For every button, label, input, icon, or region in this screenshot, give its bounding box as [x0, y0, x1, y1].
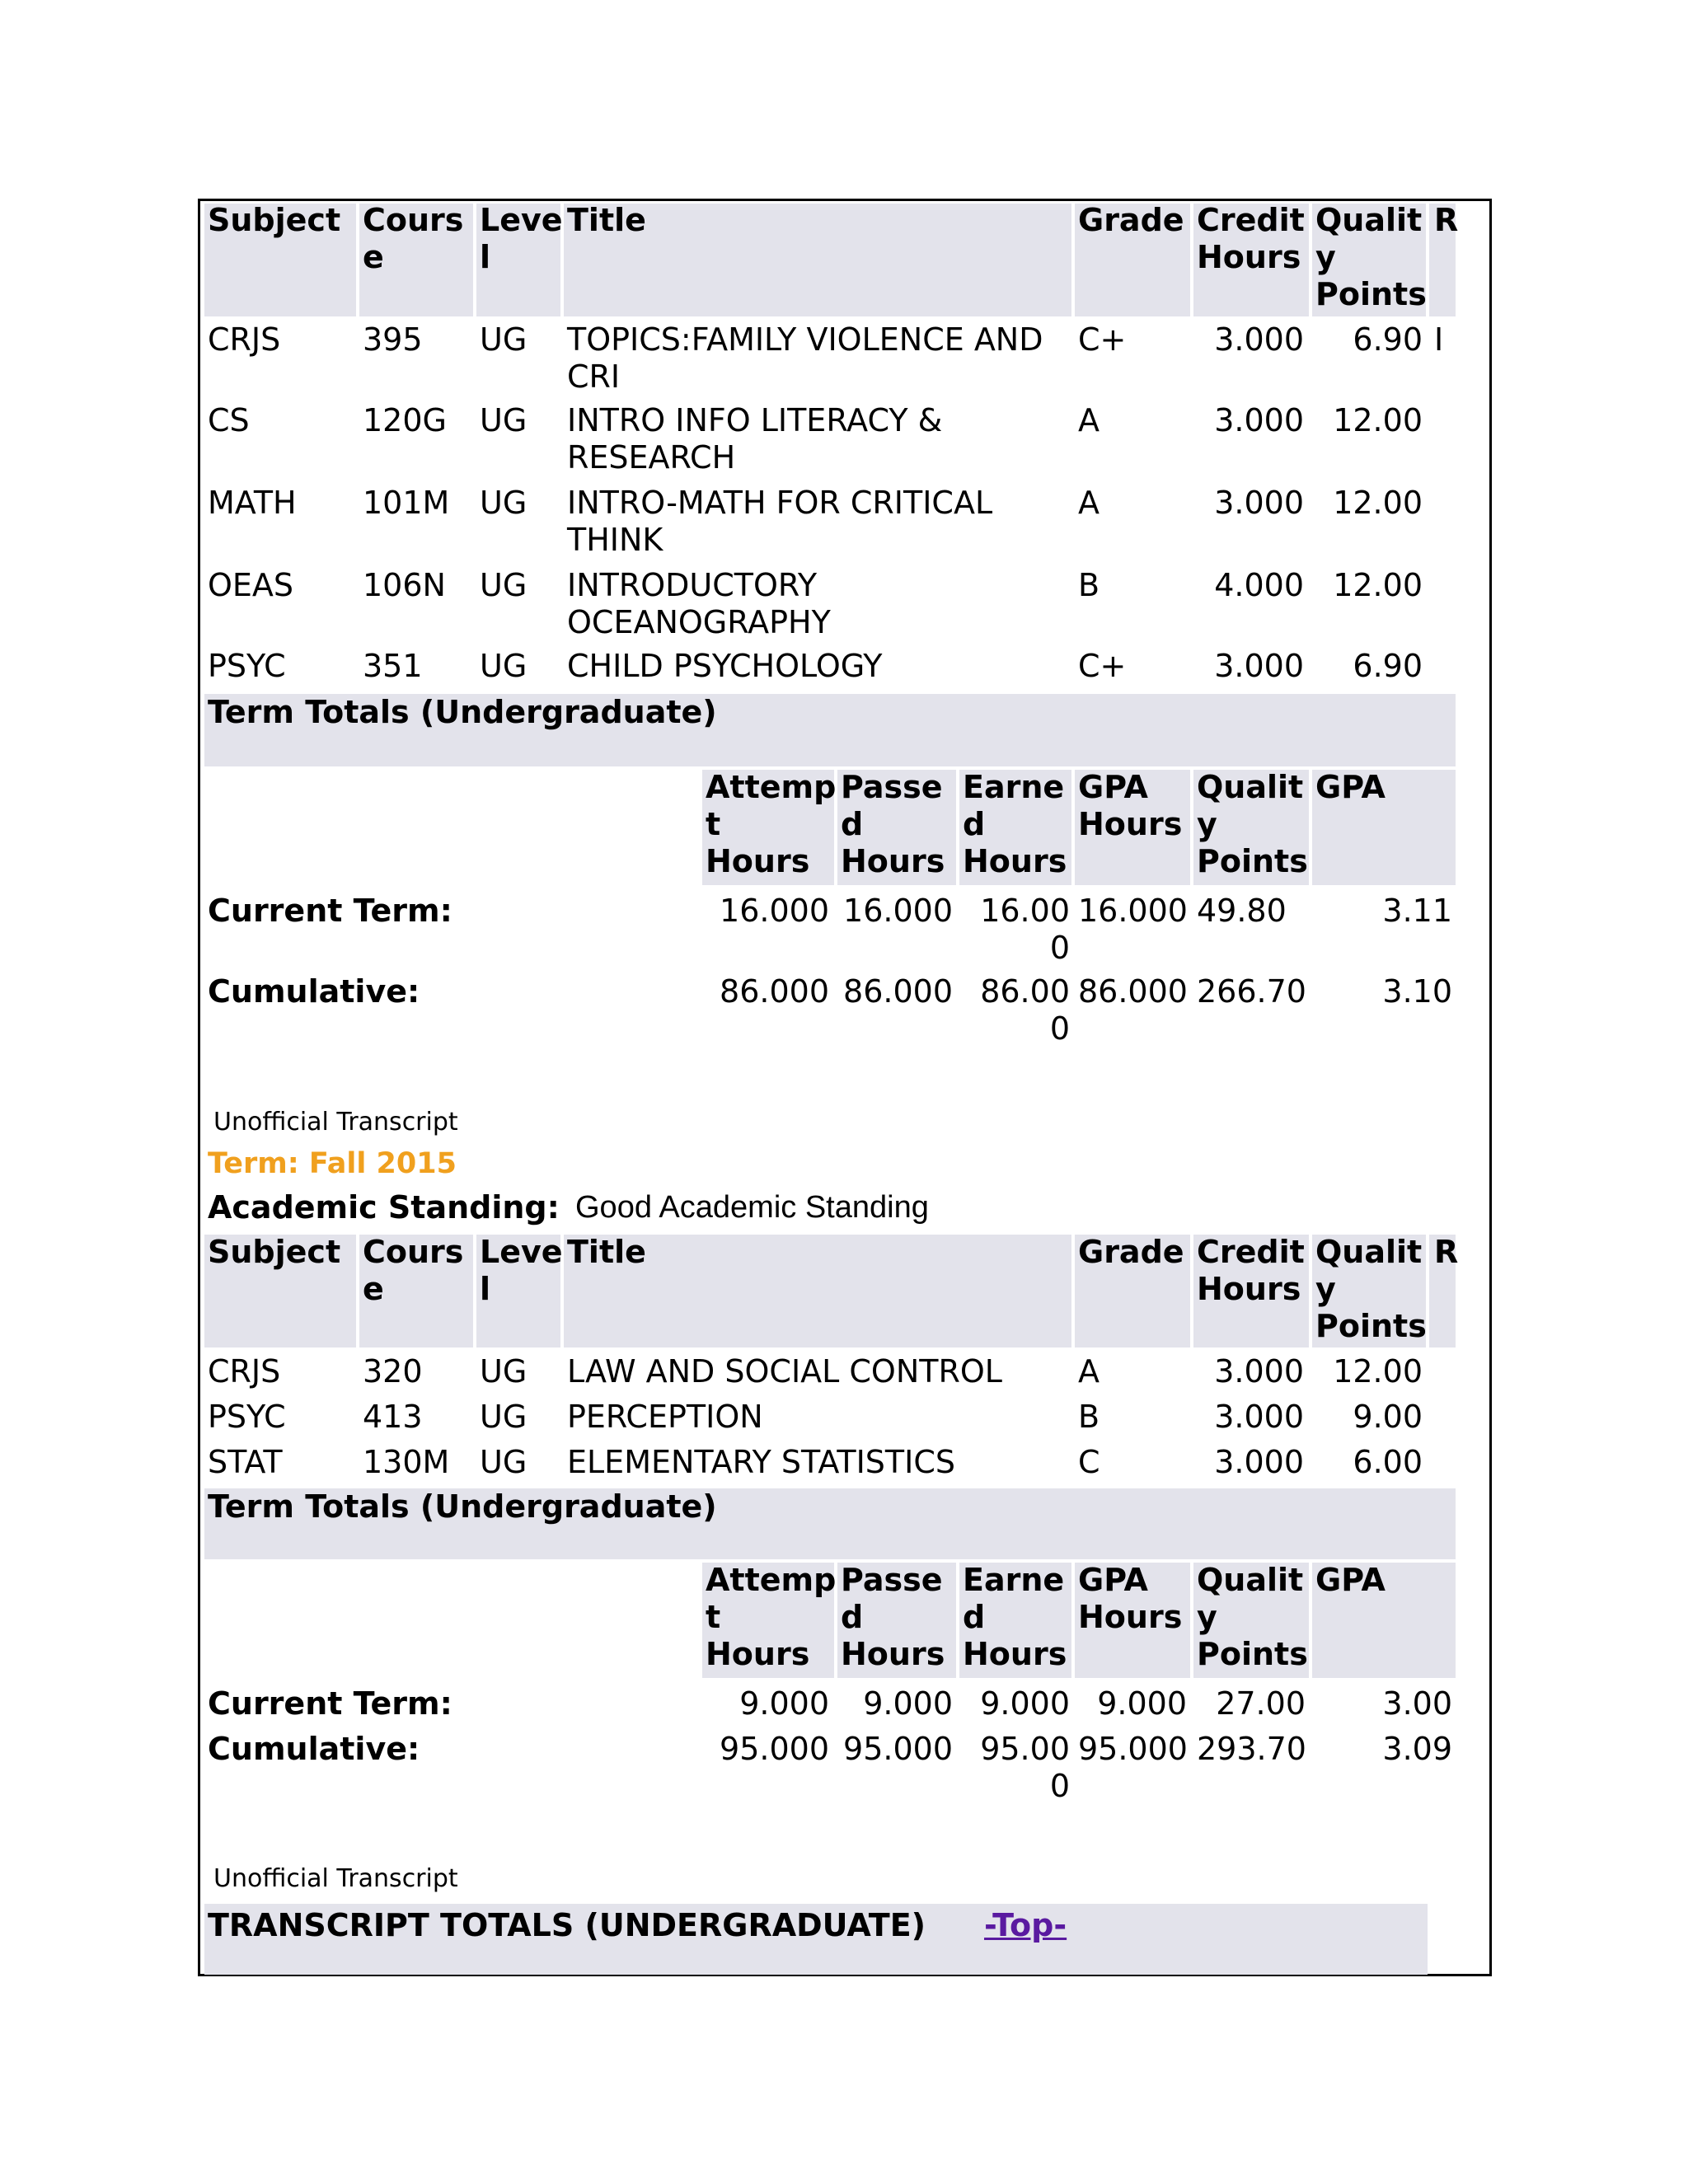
earned-value: 95.00 — [980, 1731, 1070, 1767]
title-cell: TOPICS:FAMILY VIOLENCE AND — [567, 321, 1043, 358]
col-gpa-hours-wrap: Hours — [1078, 1599, 1183, 1635]
earned-value: 9.000 — [980, 1685, 1070, 1722]
course-cell: 101M — [363, 485, 450, 521]
col-course: Cours — [363, 202, 464, 238]
level-cell: UG — [480, 321, 528, 358]
cumulative-label: Cumulative: — [208, 973, 420, 1010]
credit-cell: 3.000 — [1214, 1444, 1304, 1480]
earned-value-wrap: 0 — [1049, 1010, 1070, 1047]
level-cell: UG — [480, 402, 528, 438]
grade-cell: A — [1078, 1353, 1100, 1390]
level-cell: UG — [480, 567, 528, 603]
col-credit-wrap: Hours — [1197, 239, 1301, 275]
course-cell: 120G — [363, 402, 447, 438]
grade-cell: A — [1078, 485, 1100, 521]
points-cell: 6.00 — [1353, 1444, 1423, 1480]
col-r: R — [1434, 202, 1459, 238]
col-quality-wrap2: Points — [1315, 1308, 1427, 1344]
course-cell: 106N — [363, 567, 446, 603]
quality-points-value: 49.80 — [1197, 893, 1287, 929]
unofficial-transcript-note: Unofficial Transcript — [213, 1108, 458, 1137]
subject-cell: PSYC — [208, 1399, 286, 1435]
unofficial-transcript-note: Unofficial Transcript — [213, 1864, 458, 1893]
col-subject: Subject — [208, 1234, 341, 1270]
subject-cell: MATH — [208, 485, 297, 521]
earned-value: 86.00 — [980, 973, 1070, 1010]
passed-value: 9.000 — [863, 1685, 953, 1722]
col-attempt-wrap2: Hours — [706, 1636, 810, 1672]
col-quality-points: Qualit — [1197, 769, 1304, 805]
col-gpa: GPA — [1315, 1562, 1386, 1598]
col-title: Title — [567, 1234, 646, 1270]
grade-cell: A — [1078, 402, 1100, 438]
points-cell: 12.00 — [1333, 402, 1423, 438]
cumulative-label: Cumulative: — [208, 1731, 420, 1767]
col-level-wrap: l — [480, 239, 491, 275]
col-quality-points-wrap: y — [1197, 806, 1217, 842]
current-term-label: Current Term: — [208, 1685, 452, 1722]
gpa-value: 3.11 — [1382, 893, 1452, 929]
points-cell: 6.90 — [1353, 321, 1423, 358]
col-passed-wrap: d — [841, 1599, 864, 1635]
col-gpa-hours: GPA — [1078, 1562, 1148, 1598]
current-term-label: Current Term: — [208, 893, 452, 929]
grade-cell: B — [1078, 567, 1100, 603]
col-quality-points-wrap2: Points — [1197, 1636, 1308, 1672]
gpa-value: 3.09 — [1382, 1731, 1452, 1767]
quality-points-value: 266.70 — [1197, 973, 1306, 1010]
col-grade: Grade — [1078, 202, 1184, 238]
title-cell: PERCEPTION — [567, 1399, 763, 1435]
col-quality-points-wrap2: Points — [1197, 843, 1308, 879]
attempt-value: 95.000 — [720, 1731, 829, 1767]
grade-cell: C+ — [1078, 648, 1127, 684]
academic-standing-value: Good Academic Standing — [575, 1190, 929, 1225]
col-earned-wrap2: Hours — [963, 843, 1067, 879]
level-cell: UG — [480, 1444, 528, 1480]
col-attempt-wrap: t — [706, 806, 721, 842]
credit-cell: 3.000 — [1214, 402, 1304, 438]
col-course-wrap: e — [363, 1271, 384, 1307]
gpa-hours-value: 9.000 — [1097, 1685, 1187, 1722]
col-attempt-wrap2: Hours — [706, 843, 810, 879]
passed-value: 86.000 — [843, 973, 953, 1010]
gpa-value: 3.00 — [1382, 1685, 1452, 1722]
col-earned: Earne — [963, 769, 1065, 805]
credit-cell: 3.000 — [1214, 1399, 1304, 1435]
grade-cell: C — [1078, 1444, 1100, 1480]
points-cell: 12.00 — [1333, 567, 1423, 603]
gpa-hours-value: 16.000 — [1078, 893, 1188, 929]
quality-points-value: 27.00 — [1216, 1685, 1306, 1722]
passed-value: 95.000 — [843, 1731, 953, 1767]
level-cell: UG — [480, 1399, 528, 1435]
subject-cell: PSYC — [208, 648, 286, 684]
col-gpa: GPA — [1315, 769, 1386, 805]
course-cell: 413 — [363, 1399, 423, 1435]
title-cell: INTRO INFO LITERACY & — [567, 402, 943, 438]
col-earned: Earne — [963, 1562, 1065, 1598]
level-cell: UG — [480, 1353, 528, 1390]
col-level-wrap: l — [480, 1271, 491, 1307]
col-quality-wrap: y — [1315, 239, 1336, 275]
transcript-totals-label: TRANSCRIPT TOTALS (UNDERGRADUATE) — [208, 1907, 926, 1943]
earned-value-wrap: 0 — [1049, 930, 1070, 966]
title-cell-wrap: OCEANOGRAPHY — [567, 604, 831, 640]
col-quality: Qualit — [1315, 1234, 1423, 1270]
col-credit: Credit — [1197, 202, 1305, 238]
passed-value: 16.000 — [843, 893, 953, 929]
col-passed-wrap2: Hours — [841, 843, 945, 879]
term-totals-label: Term Totals (Undergraduate) — [208, 1488, 717, 1525]
subject-cell: CS — [208, 402, 250, 438]
col-quality-points-wrap: y — [1197, 1599, 1217, 1635]
title-cell-wrap: THINK — [567, 522, 663, 558]
col-course: Cours — [363, 1234, 464, 1270]
grade-cell: C+ — [1078, 321, 1127, 358]
col-grade: Grade — [1078, 1234, 1184, 1270]
col-title: Title — [567, 202, 646, 238]
course-cell: 395 — [363, 321, 423, 358]
col-quality: Qualit — [1315, 202, 1423, 238]
subject-cell: OEAS — [208, 567, 294, 603]
term-totals-label: Term Totals (Undergraduate) — [208, 694, 717, 730]
title-cell: INTRODUCTORY — [567, 567, 818, 603]
col-earned-wrap2: Hours — [963, 1636, 1067, 1672]
col-quality-wrap2: Points — [1315, 276, 1427, 312]
title-cell: INTRO-MATH FOR CRITICAL — [567, 485, 993, 521]
course-cell: 351 — [363, 648, 423, 684]
col-quality-points: Qualit — [1197, 1562, 1304, 1598]
col-quality-wrap: y — [1315, 1271, 1336, 1307]
col-gpa-hours-wrap: Hours — [1078, 806, 1183, 842]
earned-value-wrap: 0 — [1049, 1768, 1070, 1804]
earned-value: 16.00 — [980, 893, 1070, 929]
subject-cell: CRJS — [208, 321, 281, 358]
col-passed-wrap: d — [841, 806, 864, 842]
credit-cell: 4.000 — [1214, 567, 1304, 603]
term-label: Term: Fall 2015 — [208, 1147, 457, 1180]
points-cell: 9.00 — [1353, 1399, 1423, 1435]
subject-cell: CRJS — [208, 1353, 281, 1390]
col-earned-wrap: d — [963, 1599, 986, 1635]
col-attempt: Attemp — [706, 769, 837, 805]
col-r: R — [1434, 1234, 1459, 1270]
r-cell: I — [1434, 321, 1444, 358]
col-passed: Passe — [841, 769, 943, 805]
title-cell: ELEMENTARY STATISTICS — [567, 1444, 955, 1480]
title-cell: CHILD PSYCHOLOGY — [567, 648, 883, 684]
col-passed: Passe — [841, 1562, 943, 1598]
col-attempt: Attemp — [706, 1562, 837, 1598]
course-cell: 320 — [363, 1353, 423, 1390]
credit-cell: 3.000 — [1214, 1353, 1304, 1390]
gpa-hours-value: 95.000 — [1078, 1731, 1188, 1767]
points-cell: 6.90 — [1353, 648, 1423, 684]
col-credit-wrap: Hours — [1197, 1271, 1301, 1307]
col-passed-wrap2: Hours — [841, 1636, 945, 1672]
col-earned-wrap: d — [963, 806, 986, 842]
title-cell-wrap: RESEARCH — [567, 439, 736, 476]
level-cell: UG — [480, 648, 528, 684]
quality-points-value: 293.70 — [1197, 1731, 1306, 1767]
credit-cell: 3.000 — [1214, 648, 1304, 684]
col-course-wrap: e — [363, 239, 384, 275]
title-cell: LAW AND SOCIAL CONTROL — [567, 1353, 1002, 1390]
credit-cell: 3.000 — [1214, 321, 1304, 358]
col-attempt-wrap: t — [706, 1599, 721, 1635]
credit-cell: 3.000 — [1214, 485, 1304, 521]
course-cell: 130M — [363, 1444, 450, 1480]
gpa-hours-value: 86.000 — [1078, 973, 1188, 1010]
col-subject: Subject — [208, 202, 341, 238]
col-level: Leve — [480, 1234, 563, 1270]
title-cell-wrap: CRI — [567, 359, 621, 395]
level-cell: UG — [480, 485, 528, 521]
attempt-value: 9.000 — [739, 1685, 829, 1722]
academic-standing-label: Academic Standing: — [208, 1189, 560, 1226]
subject-cell: STAT — [208, 1444, 283, 1480]
col-credit: Credit — [1197, 1234, 1305, 1270]
points-cell: 12.00 — [1333, 485, 1423, 521]
gpa-value: 3.10 — [1382, 973, 1452, 1010]
attempt-value: 86.000 — [720, 973, 829, 1010]
top-link[interactable]: -Top- — [984, 1907, 1067, 1943]
points-cell: 12.00 — [1333, 1353, 1423, 1390]
col-gpa-hours: GPA — [1078, 769, 1148, 805]
col-level: Leve — [480, 202, 563, 238]
attempt-value: 16.000 — [720, 893, 829, 929]
grade-cell: B — [1078, 1399, 1100, 1435]
